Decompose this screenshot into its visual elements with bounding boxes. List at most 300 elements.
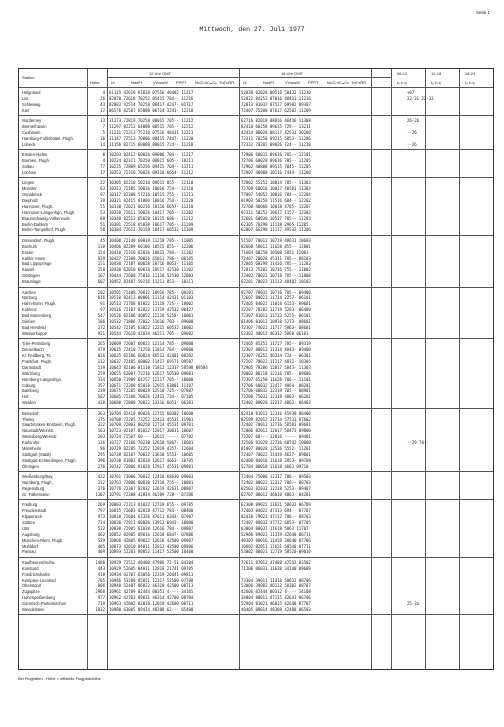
header-col: VVwwW bbox=[285, 80, 300, 85]
obs-18-utc: 62007 66298 11117 49532 11206 bbox=[241, 227, 311, 233]
station-height: 4 bbox=[102, 158, 105, 163]
station-name: Neustadt/Weinstr. bbox=[22, 428, 55, 434]
header-extra-sub: tₒ tₙ tₒ bbox=[465, 80, 476, 85]
obs-12-utc: 10203 82412 60026 09006 704-- 11217 bbox=[109, 152, 194, 158]
header-col: PPPT bbox=[176, 80, 187, 85]
obs-18-utc: 42606 02444 00312 4---- 34108 bbox=[241, 589, 311, 595]
station-height: 314 bbox=[97, 376, 105, 382]
station-name: Bad Marienberg bbox=[22, 313, 52, 319]
footnote: Bei Flughäfen : Höhe = offizielle Flugplatzhöhe bbox=[18, 676, 101, 681]
station-height: 26 bbox=[100, 95, 105, 101]
obs-12-utc: 10635 82106 60024 46512 42401 08202 bbox=[109, 353, 194, 358]
station-height: 295 bbox=[97, 451, 105, 457]
obs-12-utc: 10513 71708 81022 11118 725-- 10002 bbox=[109, 301, 194, 307]
header-col: NddFf bbox=[263, 80, 274, 85]
table-row bbox=[19, 170, 493, 176]
station-name: München-Riem, Flugh. bbox=[22, 537, 64, 543]
obs-12-utc: 10438 62010 60016 10517 42530 11202 bbox=[109, 267, 194, 273]
station-name: Kiel bbox=[22, 107, 29, 113]
obs-12-utc: 10723 82107 81022 12017 30631 10607 bbox=[109, 428, 194, 434]
obs-12-utc: 10818 72604 62356 47611 6343- 07907 bbox=[109, 514, 194, 519]
station-height: 154 bbox=[97, 249, 105, 255]
station-height: 479 bbox=[97, 347, 105, 353]
station-name: Schleswig bbox=[22, 101, 41, 107]
station-name: Helgoland bbox=[22, 90, 41, 95]
station-name: Zugspitze bbox=[22, 589, 40, 595]
station-name: Lüchow bbox=[22, 169, 37, 175]
obs-18-utc: 52302 40012 46312 5860 06101 bbox=[241, 330, 309, 336]
station-height: 151 bbox=[97, 261, 105, 267]
station-name: Hannover, Flugh. bbox=[22, 203, 54, 209]
obs-18-utc: 81807 80028 12516 5552- 11201 bbox=[241, 446, 311, 451]
extra-obs: --26 bbox=[407, 129, 417, 135]
obs-18-utc: 73304 39011 11418 58632 08706 bbox=[241, 577, 311, 583]
obs-18-utc: 72208 75032 12318 4863- 06201 bbox=[241, 394, 311, 400]
station-name: Mannheim bbox=[22, 446, 42, 451]
obs-18-utc: 72307 76252 46314 724-- 06301 bbox=[241, 353, 311, 358]
obs-18-utc: 62406 84018 11618 2853- 09708 bbox=[241, 457, 311, 463]
header-col: TnTnRR bbox=[219, 80, 235, 85]
obs-18-utc: 40405 09014 48308 42400 06503 bbox=[241, 607, 311, 612]
obs-12-utc: 10961 42709 02444 00351 4---- 34105 bbox=[109, 589, 194, 595]
obs-12-utc: 10738 82107 70032 13618 5553- 10605 bbox=[109, 451, 194, 457]
extra-obs: 22-31 22-33 bbox=[407, 95, 434, 101]
station-height: 4 bbox=[102, 90, 105, 95]
station-name: Stötten bbox=[22, 519, 35, 525]
station-height: 63 bbox=[100, 186, 105, 192]
obs-12-utc: 10655 62007 72216 12617 50530 09801 bbox=[109, 370, 194, 376]
obs-12-utc: 10338 72611 50026 10417 705-- 11202 bbox=[109, 209, 194, 215]
station-name: Bochum bbox=[22, 243, 38, 249]
station-height: 312 bbox=[97, 480, 105, 485]
header-extra-sub: tₒ tₙ tₒ bbox=[431, 80, 442, 85]
extra-obs: +07 bbox=[407, 90, 415, 95]
obs-18-utc: 53006 39002 46112 58302 08707 bbox=[241, 583, 311, 589]
table-row bbox=[19, 227, 493, 233]
obs-18-utc: 72407 75208 07617 62502 11209 bbox=[241, 107, 311, 113]
obs-12-utc: 10709 72003 80258 12714 45531 09701 bbox=[109, 422, 194, 428]
station-height: 186 bbox=[97, 319, 105, 324]
obs-12-utc: 10224 82311 70258 08815 605-- 10211 bbox=[109, 158, 194, 163]
obs-12-utc: 11173 72819 70258 08015 705-- 11212 bbox=[109, 118, 194, 124]
station-name: Klippeneck bbox=[22, 514, 43, 519]
table-row bbox=[19, 400, 493, 406]
station-name: Hof bbox=[22, 394, 29, 400]
obs-12-utc: 10963 42802 82016 12018 42600 08711 bbox=[109, 601, 194, 607]
station-name: Mühldorf bbox=[22, 543, 38, 549]
station-name: Freiburg bbox=[22, 502, 38, 508]
obs-18-utc: 51507 70012 10719 48631 10603 bbox=[241, 237, 311, 243]
header-col: NddFf bbox=[131, 80, 142, 85]
table-row bbox=[19, 108, 493, 114]
station-name: Münster bbox=[22, 186, 37, 192]
station-height: 7 bbox=[102, 124, 105, 129]
station-name: Karlsruhe bbox=[22, 440, 40, 446]
obs-18-utc: 81903 58258 11516 684-- 12202 bbox=[241, 197, 311, 203]
station-name: Hamburg-Fuhlsbüttel, Flugh. bbox=[22, 135, 74, 141]
obs-12-utc: 10893 52203 80052 11417 52500 10400 bbox=[109, 549, 194, 555]
obs-18-utc: 72907 40908 10116 7444- 11206 bbox=[241, 169, 311, 175]
obs-12-utc: 10688 72808 70022 13116 6053- 06101 bbox=[109, 400, 194, 406]
station-height: 203 bbox=[97, 434, 105, 440]
obs-18-utc: 72402 80028 12217 4863- 06403 bbox=[241, 400, 311, 406]
station-height: 17 bbox=[100, 107, 105, 113]
header-extra-sub: tₒ tₙ tₒ bbox=[397, 80, 408, 85]
obs-18-utc: 40303 80016 11419 38640 07706 bbox=[241, 537, 311, 543]
station-name: Konstanz bbox=[22, 565, 40, 571]
obs-12-utc: 10727 72106 70238 12618 5867- 10601 bbox=[109, 440, 194, 446]
station-name: Augsburg bbox=[22, 531, 40, 537]
station-name: Gießen bbox=[22, 319, 36, 324]
obs-12-utc: 10685 72108 70026 12415 734-- 07105 bbox=[109, 394, 194, 400]
obs-18-utc: 72905 78286 12017 5843- 11303 bbox=[241, 364, 311, 370]
weather-table bbox=[18, 68, 494, 670]
obs-18-utc: 72607 80022 11714 2257- 06101 bbox=[241, 295, 311, 301]
station-height: 39 bbox=[100, 197, 105, 203]
station-height: 16 bbox=[100, 135, 105, 141]
header-col: IX bbox=[243, 80, 247, 85]
station-name: Berlin-Dahlem bbox=[22, 221, 48, 227]
station-name: Emden-Hafen bbox=[22, 152, 48, 158]
obs-12-utc: 10544 72610 42034 46211 705-- 09002 bbox=[109, 330, 194, 336]
station-height: 806 bbox=[97, 583, 105, 589]
station-name: Kempten-Leonried bbox=[22, 577, 56, 583]
station-name: Würzburg bbox=[22, 370, 40, 376]
station-height: 363 bbox=[97, 410, 105, 416]
obs-18-utc: 72611 87012 47408 42542 03502 bbox=[241, 559, 311, 565]
station-name: Passau bbox=[22, 549, 36, 555]
obs-18-utc: 52836 82028 00516 58432 11210 bbox=[241, 90, 311, 95]
station-name: Stuttgart (Stadt) bbox=[22, 451, 51, 457]
station-name: Theley bbox=[22, 416, 35, 422]
obs-18-utc: 10602 82011 11621 50540 07711 bbox=[241, 543, 311, 549]
obs-18-utc: 72706 68028 09616 785-- 11205 bbox=[241, 158, 311, 163]
block-divider bbox=[19, 614, 493, 615]
obs-18-utc: 72805 60298 11416 785-- 11203 bbox=[241, 261, 311, 267]
obs-18-utc: 52704 80018 11618 4663 09710 bbox=[241, 463, 309, 469]
station-name: List bbox=[22, 95, 29, 101]
station-height: 462 bbox=[97, 531, 105, 537]
station-name: Norderney bbox=[22, 118, 42, 124]
header-hoehe: Höhe bbox=[90, 80, 100, 85]
header-col: TnTnRR bbox=[351, 80, 367, 85]
obs-18-utc: 62707 80012 46010 4863- 04201 bbox=[241, 491, 311, 497]
obs-12-utc: 10761 73006 70032 12418 68630 09803 bbox=[109, 474, 194, 480]
obs-12-utc: 02083 42514 70258 06417 4247- 01717 bbox=[109, 101, 194, 107]
obs-12-utc: 10791 72308 42034 46109 720-- 07206 bbox=[109, 491, 194, 497]
obs-18-utc: 82608 58012 11628 855-- 12801 bbox=[241, 243, 311, 249]
obs-18-utc: 62503 82032 12218 5253- 09407 bbox=[241, 485, 311, 491]
station-height: 112 bbox=[97, 358, 105, 364]
obs-18-utc: 70002 80218 12216 785-- 08606 bbox=[241, 370, 311, 376]
station-height: 443 bbox=[97, 565, 105, 571]
obs-12-utc: 10658 71909 64257 12217 705-- 10000 bbox=[109, 376, 194, 382]
station-name: Oberstdorf bbox=[22, 583, 42, 589]
obs-18-utc: 62201 70022 11112 48402 10103 bbox=[241, 279, 311, 285]
obs-12-utc: 10305 82210 50216 09615 855-- 12110 bbox=[109, 180, 194, 186]
station-height: 529 bbox=[97, 537, 105, 543]
obs-12-utc: 10430 72107 60028 10716 8053- 11105 bbox=[109, 261, 194, 267]
station-height: 77 bbox=[100, 163, 105, 169]
station-name: Cuxhaven bbox=[22, 129, 41, 135]
station-height: 22 bbox=[100, 180, 105, 186]
station-height: 53 bbox=[100, 209, 105, 215]
table-row bbox=[19, 331, 493, 337]
document-title: Mittwoch, den 27. Juli 1977 bbox=[199, 26, 305, 33]
station-name: Weißenburg/Bay. bbox=[22, 474, 54, 480]
table-row bbox=[19, 607, 493, 613]
obs-12-utc: 10815 72603 82018 47712 784-- 08400 bbox=[109, 508, 194, 514]
obs-12-utc: 10400 72140 60018 11218 785-- 11005 bbox=[109, 237, 194, 243]
station-height: 239 bbox=[97, 388, 105, 394]
obs-18-utc: 72307 65258 11628 786-- 11101 bbox=[241, 376, 311, 382]
station-name: Lübeck bbox=[22, 141, 36, 147]
obs-12-utc: 10410 72310 62016 10815 784-- 11102 bbox=[109, 249, 194, 255]
station-name: Deuselbach bbox=[22, 347, 44, 353]
obs-12-utc: 11156 82715 60008 08015 724-- 11218 bbox=[109, 141, 194, 147]
station-height: 269 bbox=[97, 502, 105, 508]
obs-18-utc: 52906 89022 11319 42640 06711 bbox=[241, 531, 311, 537]
station-height: 405 bbox=[97, 543, 105, 549]
station-height: 96 bbox=[100, 446, 105, 451]
station-height: 418 bbox=[97, 571, 105, 577]
obs-18-utc: 72601 60038 10537 785-- 11203 bbox=[241, 215, 311, 221]
obs-18-utc: 62716 82018 08816 48436 11308 bbox=[241, 118, 311, 124]
station-height: 422 bbox=[97, 474, 105, 480]
obs-12-utc: 10704 82410 80026 12715 60302 10600 bbox=[109, 410, 194, 416]
obs-12-utc: 10321 82415 61006 10016 754-- 12220 bbox=[109, 197, 194, 203]
station-height: 167 bbox=[97, 273, 105, 279]
obs-12-utc: 61115 42618 81018 07556 40402 11217 bbox=[109, 90, 194, 95]
station-name: Nürnberg, Flugh. bbox=[22, 480, 53, 485]
station-name: Bamberg bbox=[22, 388, 39, 394]
obs-18-utc: 72207 70022 11217 4832- 10305 bbox=[241, 358, 311, 364]
block-divider bbox=[19, 149, 493, 150]
station-name: Koblenz bbox=[22, 307, 37, 313]
obs-18-utc: 72902 40808 09515 7845- 11205 bbox=[241, 163, 311, 169]
obs-18-utc: 71604 60258 10508 5851 12001 bbox=[241, 249, 309, 255]
station-name: Osnabrück bbox=[22, 192, 42, 197]
obs-12-utc: 10724 72507 60--- 12615 ----- 07702 bbox=[109, 434, 194, 440]
obs-18-utc: 62308 89022 11621 58632 06709 bbox=[241, 502, 311, 508]
obs-12-utc: 11147 72513 70806 08415 7447- 11220 bbox=[109, 135, 194, 141]
obs-18-utc: 72332 70202 09026 724-- 11210 bbox=[241, 141, 311, 147]
block-divider bbox=[19, 471, 493, 472]
station-height: 322 bbox=[97, 422, 105, 428]
station-name: Coburg bbox=[22, 382, 36, 388]
block-divider bbox=[19, 235, 493, 236]
obs-18-utc: 72706 60032 12319 785-- 08901 bbox=[241, 388, 311, 394]
station-height: 259 bbox=[97, 370, 105, 376]
station-height: 202 bbox=[97, 289, 105, 295]
station-height: 522 bbox=[97, 525, 105, 531]
obs-12-utc: 10838 72905 61038 12616 784-- 09807 bbox=[109, 525, 194, 531]
station-name: Soltau bbox=[22, 163, 34, 169]
obs-12-utc: 10444 72608 75016 11118 52530 12003 bbox=[109, 273, 194, 279]
page-label: Seite 1 bbox=[475, 10, 490, 15]
obs-18-utc: 72311 70258 09215 5853- 11206 bbox=[241, 135, 311, 141]
station-height: 616 bbox=[97, 295, 105, 301]
station-height: 13 bbox=[100, 118, 105, 124]
obs-18-utc: 72207 60--- 12816 ----- 09401 bbox=[241, 434, 311, 440]
station-name: Friedrichshafen bbox=[22, 571, 51, 577]
obs-12-utc: 10348 82513 65028 10315 686-- 11212 bbox=[109, 215, 194, 221]
obs-12-utc: 10763 72006 80038 12718 755-- 10801 bbox=[109, 480, 194, 485]
obs-12-utc: 10929 72512 40408 47906 72-51 04204 bbox=[109, 559, 194, 565]
obs-12-utc: 10609 72607 60022 12114 785-- 09000 bbox=[109, 341, 194, 347]
station-name: Aachen bbox=[22, 289, 36, 295]
obs-18-utc: 52822 84252 07016 48431 11216 bbox=[241, 95, 311, 101]
obs-18-utc: 72708 60018 10017 48501 11303 bbox=[241, 186, 311, 192]
obs-12-utc: 10427 72308 70026 45011 786-- 08105 bbox=[109, 255, 194, 261]
station-name: Braunlage bbox=[22, 279, 41, 285]
obs-12-utc: 10946 53208 85051 12317 52500 07708 bbox=[109, 577, 194, 583]
station-height: 163 bbox=[97, 428, 105, 434]
obs-18-utc: 72708 48068 10818 4785- 12207 bbox=[241, 203, 311, 209]
obs-18-utc: 72802 55252 10014 785-- 11303 bbox=[241, 180, 311, 186]
station-height: 977 bbox=[97, 595, 105, 601]
obs-18-utc: 34004 88011 47115 42641 06706 bbox=[241, 595, 311, 601]
header-group-12: 12 Uhr GMT bbox=[149, 71, 172, 76]
station-name: Weinsberg/Weinstr. bbox=[22, 434, 58, 440]
obs-12-utc: 10866 42805 89022 12618 42500 09807 bbox=[109, 537, 194, 543]
obs-12-utc: 10948 52407 86022 46310 42500 08713 bbox=[109, 583, 194, 589]
obs-18-utc: 71106 06031 11620 34740 09609 bbox=[241, 565, 311, 571]
station-height: 705 bbox=[97, 577, 105, 583]
obs-12-utc: 10873 42010 84011 12812 42500 09806 bbox=[109, 543, 194, 549]
station-name: Kl. Feldberg, Ts. bbox=[22, 353, 52, 358]
station-name: Wendelstein bbox=[22, 607, 45, 612]
table-row bbox=[19, 279, 493, 285]
obs-18-utc: 72405 85252 11717 785-- 09319 bbox=[241, 341, 311, 347]
station-height: 55 bbox=[100, 203, 105, 209]
obs-12-utc: 10353 72310 70026 09318 6654- 11212 bbox=[109, 169, 194, 175]
block-divider bbox=[19, 408, 493, 409]
obs-12-utc: 10671 72208 65018 12915 63001 11107 bbox=[109, 382, 194, 388]
obs-12-utc: 10708 72205 73252 12413 45531 11901 bbox=[109, 416, 194, 422]
obs-12-utc: 10742 72806 81028 12917 45531 09801 bbox=[109, 463, 194, 469]
station-height: 409 bbox=[97, 549, 105, 555]
station-name: Bad Hersfeld bbox=[22, 324, 46, 330]
station-height: 607 bbox=[97, 279, 105, 285]
station-height: 97 bbox=[100, 192, 105, 197]
station-name: Garmisch-Partenkirchen bbox=[22, 601, 67, 607]
obs-18-utc: 72402 80022 12317 786-- 08703 bbox=[241, 480, 311, 485]
obs-12-utc: 10803 72313 81022 12719 655-- 09705 bbox=[109, 502, 194, 508]
block-divider bbox=[19, 115, 493, 116]
station-name: Kassel bbox=[22, 267, 35, 273]
station-name: Frankfurt, Flugh. bbox=[22, 358, 53, 364]
obs-12-utc: 10852 82905 89016 12618 6847- 07806 bbox=[109, 531, 194, 537]
station-height: 2960 bbox=[95, 589, 105, 595]
station-height: 797 bbox=[97, 508, 105, 514]
header-col: NₕCLhCₘCₕ bbox=[327, 80, 349, 85]
obs-18-utc: 72403 84022 47313 694-- 07707 bbox=[241, 508, 311, 514]
station-height: 50 bbox=[100, 227, 105, 233]
table-row bbox=[19, 464, 493, 470]
station-name: Nürburg bbox=[22, 295, 37, 301]
obs-12-utc: 11297 82212 64008 08515 705-- 12212 bbox=[109, 124, 194, 129]
block-divider bbox=[19, 287, 493, 288]
header-group-18: 18 Uhr GMT bbox=[281, 71, 304, 76]
obs-12-utc: 10643 82106 01110 71812 12317 58590 09504 bbox=[109, 364, 208, 370]
station-name: Kaufbeuren/Schw. bbox=[22, 559, 56, 565]
extra-obs: --26 bbox=[407, 141, 417, 147]
station-height: 719 bbox=[97, 601, 105, 607]
obs-18-utc: 42414 80028 08117 42531 30206 bbox=[241, 129, 311, 135]
station-height: 826 bbox=[97, 353, 105, 358]
obs-12-utc: 10962 42703 89031 46314 42700 08704 bbox=[109, 595, 194, 601]
station-name: Trier-Petrisberg bbox=[22, 341, 51, 347]
obs-12-utc: 10501 72408 70032 10916 785-- 08201 bbox=[109, 289, 194, 295]
obs-18-utc: 82410 79022 47112 786-- 08703 bbox=[241, 514, 311, 519]
station-name: Berlin-Tempelhof, Flugh. bbox=[22, 227, 67, 233]
station-name: Bad Lippspringe bbox=[22, 261, 52, 267]
obs-18-utc: 72404 75006 12317 786-- 09503 bbox=[241, 474, 311, 480]
obs-12-utc: 10452 82407 50216 11211 853-- 10211 bbox=[109, 279, 194, 285]
station-name: Stuttgart-Echterdingen, Flugh. bbox=[22, 457, 77, 463]
obs-12-utc: 10516 72107 81022 11719 42532 00427 bbox=[109, 307, 194, 313]
station-height: 116 bbox=[97, 440, 105, 446]
obs-12-utc: 10313 72105 50016 10016 754-- 12110 bbox=[109, 186, 194, 192]
station-height: 357 bbox=[97, 382, 105, 388]
header-extra-0612: 06-12 bbox=[397, 71, 408, 76]
station-height: 921 bbox=[97, 330, 105, 336]
station-height: 547 bbox=[97, 313, 105, 319]
obs-18-utc: 72402 70012 12716 58501 09601 bbox=[241, 422, 311, 428]
obs-12-utc: 10637 72405 60802 11417 69571 09507 bbox=[109, 358, 194, 364]
table-row bbox=[19, 549, 493, 555]
obs-12-utc: 10381 72510 65038 10617 705-- 11209 bbox=[109, 221, 194, 227]
table-row bbox=[19, 492, 493, 498]
station-height: 43 bbox=[100, 101, 105, 107]
obs-12-utc: 10235 72809 65256 09415 704-- 13211 bbox=[109, 163, 194, 169]
station-name: Diepholz bbox=[22, 197, 38, 203]
station-height: 91 bbox=[100, 301, 105, 307]
obs-18-utc: 81406 81012 10918 5273- 08601 bbox=[241, 319, 311, 324]
station-height: 110 bbox=[97, 243, 105, 249]
station-height: 438 bbox=[97, 400, 105, 406]
station-height: 0 bbox=[102, 152, 105, 158]
obs-18-utc: 53002 80021 12719 58520 09010 bbox=[241, 549, 311, 555]
obs-12-utc: 10836 72911 80036 13913 6943- 10000 bbox=[109, 519, 194, 525]
station-height: 5 bbox=[102, 129, 105, 135]
station-height: 973 bbox=[97, 514, 105, 519]
obs-18-utc: 72407 70022 11419 4637- 09001 bbox=[241, 451, 311, 457]
obs-12-utc: 10542 72105 63022 12215 60532 10002 bbox=[109, 324, 194, 330]
station-height: 158 bbox=[97, 267, 105, 273]
obs-18-utc: 82509 82012 11714 57531 07602 bbox=[241, 416, 311, 422]
station-name: Hohenpeißenberg bbox=[22, 595, 55, 601]
extra-obs: --29 70-- bbox=[407, 440, 429, 446]
obs-18-utc: 82410 68258 09615 729-- 13211 bbox=[241, 124, 311, 129]
obs-18-utc: 72407 88032 47712 6853- 07705 bbox=[241, 519, 311, 525]
station-height: 272 bbox=[97, 324, 105, 330]
obs-18-utc: 72207 78202 11719 5263- 06400 bbox=[241, 307, 311, 313]
obs-12-utc: 10675 72205 80028 12518 725-- 07807 bbox=[109, 388, 194, 394]
obs-18-utc: 72307 74022 11717 5863- 08601 bbox=[241, 324, 311, 330]
header-col: NₕCLhCₘCₕ bbox=[195, 80, 217, 85]
obs-12-utc: 10615 72410 71258 11814 784-- 09000 bbox=[109, 347, 194, 353]
station-name: Lingen bbox=[22, 180, 35, 186]
station-height: 97 bbox=[100, 307, 105, 313]
station-name: Bremerhaven bbox=[22, 124, 47, 129]
header-col: VVwwW bbox=[153, 80, 168, 85]
obs-18-utc: 72813 81032 07517 69502 09307 bbox=[241, 101, 311, 107]
obs-18-utc: 72407 70028 45311 785-- 08103 bbox=[241, 255, 311, 261]
header-extra-1218: 12-18 bbox=[431, 71, 442, 76]
obs-18-utc: 82707 70032 10716 785-- 09400 bbox=[241, 289, 311, 295]
